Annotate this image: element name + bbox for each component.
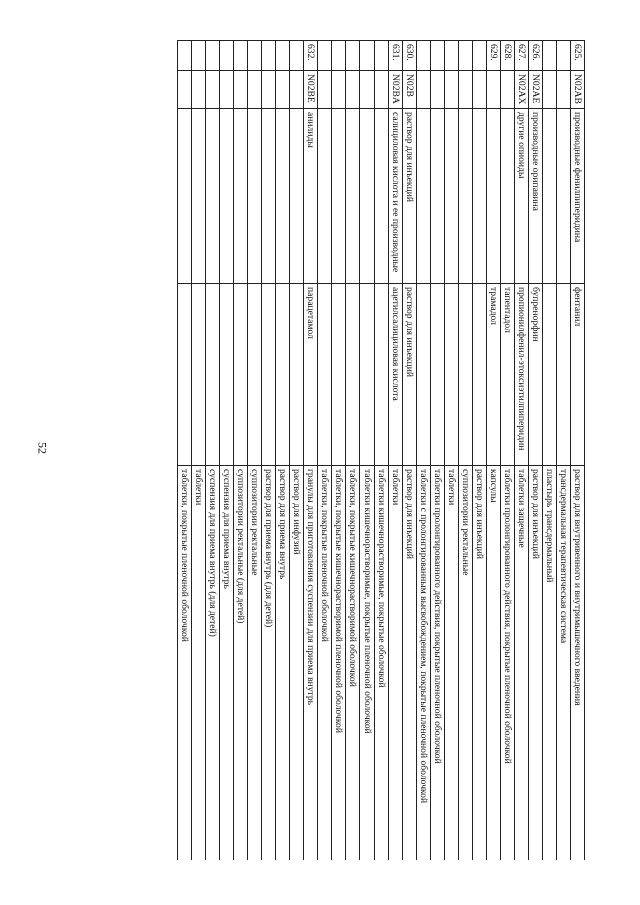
atc-code-cell bbox=[360, 71, 374, 109]
atc-code-cell bbox=[290, 71, 304, 109]
dosage-form-cell: таблетки bbox=[388, 466, 402, 861]
table-row bbox=[360, 41, 374, 861]
atc-code-cell bbox=[332, 71, 346, 109]
dosage-form-cell: таблетки защечные bbox=[514, 466, 528, 861]
group-name-cell bbox=[444, 109, 458, 284]
row-number-cell bbox=[332, 41, 346, 71]
row-number-cell: 627. bbox=[514, 41, 528, 71]
substance-cell bbox=[318, 284, 332, 466]
atc-code-cell bbox=[416, 71, 430, 109]
dosage-form-cell: суппозитории ректальные (для детей) bbox=[234, 466, 248, 861]
substance-cell bbox=[444, 284, 458, 466]
row-number-cell: 631. bbox=[388, 41, 402, 71]
atc-code-cell bbox=[542, 71, 556, 109]
substance-cell bbox=[276, 284, 290, 466]
table-row bbox=[248, 41, 262, 861]
substance-cell bbox=[472, 284, 486, 466]
row-number-cell: 632. bbox=[304, 41, 318, 71]
table-row bbox=[430, 41, 444, 861]
group-name-cell bbox=[262, 109, 276, 284]
table-row bbox=[416, 41, 430, 861]
atc-code-cell bbox=[556, 71, 570, 109]
dosage-form-cell: раствор для инъекций bbox=[472, 466, 486, 861]
dosage-form-cell: таблетки bbox=[444, 466, 458, 861]
substance-cell bbox=[262, 284, 276, 466]
group-name-cell: анилиды bbox=[304, 109, 318, 284]
dosage-form-cell: гранулы для приготовления суспензии для приема внутрь bbox=[304, 466, 318, 861]
page-number: 52 bbox=[35, 442, 50, 454]
dosage-form-cell: таблетки bbox=[192, 466, 206, 861]
row-number-cell bbox=[542, 41, 556, 71]
substance-cell bbox=[374, 284, 388, 466]
table-row bbox=[276, 41, 290, 861]
table-row bbox=[500, 41, 514, 861]
row-number-cell bbox=[234, 41, 248, 71]
row-number-cell bbox=[248, 41, 262, 71]
substance-cell: тапентадол bbox=[500, 284, 514, 466]
atc-code-cell bbox=[234, 71, 248, 109]
dosage-form-cell: таблетки, покрытые кишечнорастворимой пленочной оболочкой bbox=[332, 466, 346, 861]
atc-code-cell bbox=[500, 71, 514, 109]
table-row bbox=[514, 41, 528, 861]
atc-code-cell: N02AB bbox=[570, 71, 584, 109]
table-row bbox=[206, 41, 220, 861]
table-row bbox=[304, 41, 318, 861]
row-number-cell: 630. bbox=[402, 41, 416, 71]
row-number-cell bbox=[206, 41, 220, 71]
group-name-cell: другие опиоиды bbox=[514, 109, 528, 284]
dosage-form-cell: таблетки пролонгированного действия, покрытые пленочной оболочкой bbox=[500, 466, 514, 861]
row-number-cell bbox=[444, 41, 458, 71]
substance-cell bbox=[234, 284, 248, 466]
group-name-cell: салициловая кислота и ее производные bbox=[388, 109, 402, 284]
atc-code-cell bbox=[346, 71, 360, 109]
row-number-cell bbox=[430, 41, 444, 71]
group-name-cell bbox=[248, 109, 262, 284]
group-name-cell bbox=[332, 109, 346, 284]
group-name-cell: производные орипавина bbox=[528, 109, 542, 284]
atc-code-cell bbox=[220, 71, 234, 109]
dosage-form-cell: раствор для приема внутрь bbox=[276, 466, 290, 861]
atc-code-cell bbox=[192, 71, 206, 109]
dosage-form-cell: раствор для инъекций bbox=[402, 466, 416, 861]
dosage-form-cell: суспензия для приема внутрь bbox=[220, 466, 234, 861]
group-name-cell: раствор для инъекций bbox=[402, 109, 416, 284]
atc-code-cell bbox=[318, 71, 332, 109]
drug-table-body bbox=[178, 41, 585, 861]
dosage-form-cell: суспензия для приема внутрь (для детей) bbox=[206, 466, 220, 861]
dosage-form-cell: таблетки кишечнорастворимые, покрытые пленочной оболочкой bbox=[360, 466, 374, 861]
table-row bbox=[178, 41, 192, 861]
row-number-cell bbox=[458, 41, 472, 71]
group-name-cell bbox=[542, 109, 556, 284]
atc-code-cell bbox=[374, 71, 388, 109]
substance-cell bbox=[206, 284, 220, 466]
row-number-cell: 629. bbox=[486, 41, 500, 71]
row-number-cell bbox=[416, 41, 430, 71]
dosage-form-cell: суппозитории ректальные bbox=[248, 466, 262, 861]
atc-code-cell: N02B bbox=[402, 71, 416, 109]
substance-cell bbox=[220, 284, 234, 466]
substance-cell bbox=[416, 284, 430, 466]
dosage-form-cell: таблетки, покрытые пленочной оболочкой bbox=[318, 466, 332, 861]
substance-cell: бупренорфин bbox=[528, 284, 542, 466]
row-number-cell bbox=[472, 41, 486, 71]
row-number-cell: 625. bbox=[570, 41, 584, 71]
table-row bbox=[262, 41, 276, 861]
substance-cell bbox=[458, 284, 472, 466]
row-number-cell bbox=[276, 41, 290, 71]
atc-code-cell bbox=[472, 71, 486, 109]
atc-code-cell bbox=[276, 71, 290, 109]
drug-table bbox=[177, 40, 585, 860]
substance-cell bbox=[430, 284, 444, 466]
dosage-form-cell: таблетки пролонгированного действия, покрытые пленочной оболочкой bbox=[430, 466, 444, 861]
table-row bbox=[472, 41, 486, 861]
substance-cell bbox=[556, 284, 570, 466]
table-row bbox=[570, 41, 584, 861]
group-name-cell bbox=[416, 109, 430, 284]
table-row bbox=[234, 41, 248, 861]
dosage-form-cell: таблетки с пролонгированным высвобождением, покрытые пленочной оболочкой bbox=[416, 466, 430, 861]
substance-cell: фентанил bbox=[570, 284, 584, 466]
atc-code-cell: N02AE bbox=[528, 71, 542, 109]
table-row bbox=[220, 41, 234, 861]
atc-code-cell: N02BA bbox=[388, 71, 402, 109]
table-row bbox=[290, 41, 304, 861]
group-name-cell bbox=[430, 109, 444, 284]
group-name-cell bbox=[486, 109, 500, 284]
group-name-cell bbox=[234, 109, 248, 284]
substance-cell: раствор для инъекций bbox=[402, 284, 416, 466]
table-row bbox=[528, 41, 542, 861]
atc-code-cell bbox=[178, 71, 192, 109]
row-number-cell: 628. bbox=[500, 41, 514, 71]
substance-cell: трамадол bbox=[486, 284, 500, 466]
substance-cell: пропионилфенил-этоксиэтилпиперидин bbox=[514, 284, 528, 466]
table-row bbox=[542, 41, 556, 861]
substance-cell bbox=[290, 284, 304, 466]
substance-cell: парацетамол bbox=[304, 284, 318, 466]
table-row bbox=[374, 41, 388, 861]
dosage-form-cell: раствор для инъекций bbox=[528, 466, 542, 861]
row-number-cell bbox=[360, 41, 374, 71]
row-number-cell bbox=[556, 41, 570, 71]
dosage-form-cell: капсулы bbox=[486, 466, 500, 861]
substance-cell bbox=[346, 284, 360, 466]
dosage-form-cell: раствор для инфузий bbox=[290, 466, 304, 861]
row-number-cell bbox=[220, 41, 234, 71]
substance-cell bbox=[332, 284, 346, 466]
dosage-form-cell: таблетки кишечнорастворимые, покрытые оболочкой bbox=[374, 466, 388, 861]
atc-code-cell bbox=[444, 71, 458, 109]
row-number-cell bbox=[262, 41, 276, 71]
atc-code-cell bbox=[430, 71, 444, 109]
table-row bbox=[486, 41, 500, 861]
row-number-cell: 626. bbox=[528, 41, 542, 71]
atc-code-cell bbox=[248, 71, 262, 109]
group-name-cell bbox=[500, 109, 514, 284]
atc-code-cell bbox=[458, 71, 472, 109]
group-name-cell bbox=[346, 109, 360, 284]
group-name-cell bbox=[276, 109, 290, 284]
rotated-table-viewport bbox=[95, 40, 585, 860]
row-number-cell bbox=[290, 41, 304, 71]
group-name-cell bbox=[206, 109, 220, 284]
group-name-cell bbox=[178, 109, 192, 284]
atc-code-cell bbox=[262, 71, 276, 109]
dosage-form-cell: таблетки, покрытые кишечнорастворимой оболочкой bbox=[346, 466, 360, 861]
dosage-form-cell: таблетки, покрытые пленочной оболочкой bbox=[178, 466, 192, 861]
table-row bbox=[318, 41, 332, 861]
group-name-cell bbox=[290, 109, 304, 284]
dosage-form-cell: раствор для внутривенного и внутримышечного введения bbox=[570, 466, 584, 861]
atc-code-cell: N02AX bbox=[514, 71, 528, 109]
row-number-cell bbox=[346, 41, 360, 71]
group-name-cell bbox=[318, 109, 332, 284]
atc-code-cell bbox=[486, 71, 500, 109]
row-number-cell bbox=[374, 41, 388, 71]
dosage-form-cell: суппозитории ректальные bbox=[458, 466, 472, 861]
table-row bbox=[388, 41, 402, 861]
substance-cell: ацетилсалициловая кислота bbox=[388, 284, 402, 466]
group-name-cell bbox=[360, 109, 374, 284]
group-name-cell bbox=[556, 109, 570, 284]
atc-code-cell bbox=[206, 71, 220, 109]
group-name-cell bbox=[472, 109, 486, 284]
substance-cell bbox=[192, 284, 206, 466]
table-wrapper bbox=[95, 40, 585, 860]
dosage-form-cell: пластырь трансдермальный bbox=[542, 466, 556, 861]
substance-cell bbox=[542, 284, 556, 466]
table-row bbox=[192, 41, 206, 861]
group-name-cell bbox=[220, 109, 234, 284]
row-number-cell bbox=[318, 41, 332, 71]
table-row bbox=[556, 41, 570, 861]
group-name-cell: производные фенилпиперидина bbox=[570, 109, 584, 284]
dosage-form-cell: раствор для приема внутрь (для детей) bbox=[262, 466, 276, 861]
substance-cell bbox=[248, 284, 262, 466]
substance-cell bbox=[178, 284, 192, 466]
atc-code-cell: N02BE bbox=[304, 71, 318, 109]
table-row bbox=[458, 41, 472, 861]
group-name-cell bbox=[374, 109, 388, 284]
table-row bbox=[444, 41, 458, 861]
row-number-cell bbox=[178, 41, 192, 71]
group-name-cell bbox=[458, 109, 472, 284]
row-number-cell bbox=[192, 41, 206, 71]
group-name-cell bbox=[192, 109, 206, 284]
table-row bbox=[346, 41, 360, 861]
table-row bbox=[332, 41, 346, 861]
substance-cell bbox=[360, 284, 374, 466]
dosage-form-cell: трансдермальная терапевтическая система bbox=[556, 466, 570, 861]
table-row bbox=[402, 41, 416, 861]
